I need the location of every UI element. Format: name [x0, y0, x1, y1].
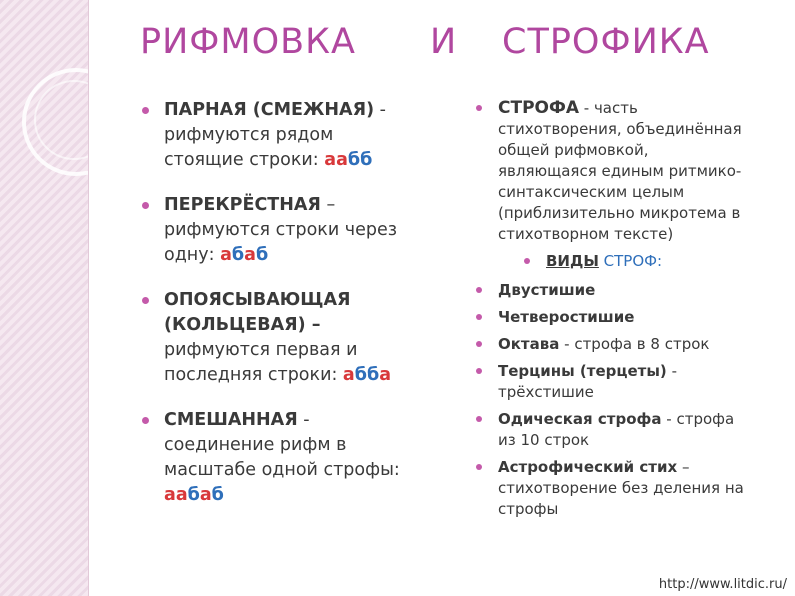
scheme-letter: а — [199, 485, 212, 505]
bullet-icon — [476, 287, 482, 293]
stanza-column — [476, 98, 776, 526]
title-part2: И — [430, 22, 458, 62]
scheme-letter: б — [255, 245, 269, 265]
scheme-letter: а — [244, 245, 256, 265]
item-line: стихотворном тексте) — [498, 225, 674, 243]
stanza-types-heading — [524, 251, 795, 272]
item-sep: - — [374, 100, 386, 120]
item-line: соединение рифм в — [164, 435, 347, 455]
item-heading: Октава — [498, 335, 560, 353]
scheme-letter: б — [211, 485, 224, 505]
item-heading: ОПОЯСЫВАЮЩАЯ — [164, 290, 351, 310]
bullet-icon — [524, 258, 530, 264]
scheme-letter: а — [175, 485, 188, 505]
item-heading: Одическая строфа — [498, 410, 662, 428]
scheme-letter: а — [164, 485, 176, 505]
scheme-letter: б — [354, 365, 367, 385]
item-line: синтаксическим целым — [498, 183, 685, 201]
scheme-letter: а — [342, 365, 355, 385]
list-item — [476, 334, 776, 355]
item-line: из 10 строк — [498, 431, 590, 449]
item-sep: - часть — [579, 99, 638, 117]
bullet-icon — [142, 417, 149, 424]
scheme-letter: б — [360, 150, 373, 170]
list-item — [476, 98, 776, 245]
bullet-icon — [476, 314, 482, 320]
stripe-edge — [88, 0, 89, 596]
item-sep: - — [297, 410, 310, 430]
bullet-icon — [142, 297, 149, 304]
item-line: (приблизительно микротема в — [498, 204, 741, 222]
list-item — [476, 409, 776, 451]
bullet-icon — [476, 105, 482, 111]
scheme-letter: б — [231, 245, 245, 265]
item-heading: ПАРНАЯ (СМЕЖНАЯ) — [164, 100, 375, 120]
item-text: - — [666, 362, 677, 380]
list-item — [476, 457, 776, 520]
list-item — [142, 193, 442, 268]
bullet-icon — [142, 202, 149, 209]
item-line: рифмуются рядом — [164, 125, 334, 145]
bullet-icon — [476, 464, 482, 470]
item-line: рифмуются строки через — [164, 220, 398, 240]
scheme-letter: а — [336, 150, 348, 170]
item-line: строфы — [498, 500, 559, 518]
item-heading: СМЕШАННАЯ — [164, 410, 298, 430]
item-text: - строфа — [661, 410, 735, 428]
scheme-letter: а — [379, 365, 392, 385]
list-item — [476, 280, 776, 301]
item-line: стихотворения, объединённая — [498, 120, 742, 138]
bullet-icon — [476, 368, 482, 374]
item-line: одну: — [164, 245, 221, 265]
source-url: http://www.litdic.ru/ — [658, 577, 787, 592]
decorative-stripe — [0, 0, 88, 596]
title-part3: СТРОФИКА — [502, 22, 710, 62]
list-item — [476, 307, 776, 328]
item-line: последняя строки: — [164, 365, 343, 385]
item-heading: Четверостишие — [498, 308, 635, 326]
item-line: рифмуются первая и — [164, 340, 358, 360]
item-heading: ПЕРЕКРЁСТНАЯ — [164, 195, 321, 215]
item-heading: Двустишие — [498, 281, 596, 299]
item-line: масштабе одной строфы: — [164, 460, 400, 480]
item-line: трёхстишие — [498, 383, 594, 401]
scheme-letter: а — [324, 150, 337, 170]
item-line: стоящие строки: — [164, 150, 325, 170]
list-item — [142, 288, 442, 388]
item-heading: Астрофический стих — [498, 458, 678, 476]
scheme-letter: б — [347, 150, 361, 170]
list-item — [142, 408, 442, 508]
item-heading: СТРОФА — [498, 98, 579, 118]
scheme-letter: б — [187, 485, 200, 505]
scheme-letter: б — [366, 365, 380, 385]
item-sep: – — [320, 195, 336, 215]
list-item — [476, 361, 776, 403]
item-heading: (КОЛЬЦЕВАЯ) – — [164, 315, 321, 335]
bullet-icon — [476, 341, 482, 347]
rhyme-types-column — [142, 98, 442, 528]
bullet-icon — [142, 107, 149, 114]
vidy-word: ВИДЫ — [546, 252, 599, 270]
item-line: являющаяся единым ритмико- — [498, 162, 742, 180]
item-line: общей рифмовкой, — [498, 141, 649, 159]
bullet-icon — [476, 416, 482, 422]
item-heading: Терцины (терцеты) — [498, 362, 667, 380]
list-item — [142, 98, 442, 173]
vidy-rest: СТРОФ: — [598, 252, 663, 270]
item-text: – — [677, 458, 690, 476]
item-line: стихотворение без деления на — [498, 479, 744, 497]
item-text: - строфа в 8 строк — [559, 335, 710, 353]
scheme-letter: а — [220, 245, 232, 265]
title-part1: РИФМОВКА — [140, 22, 356, 62]
